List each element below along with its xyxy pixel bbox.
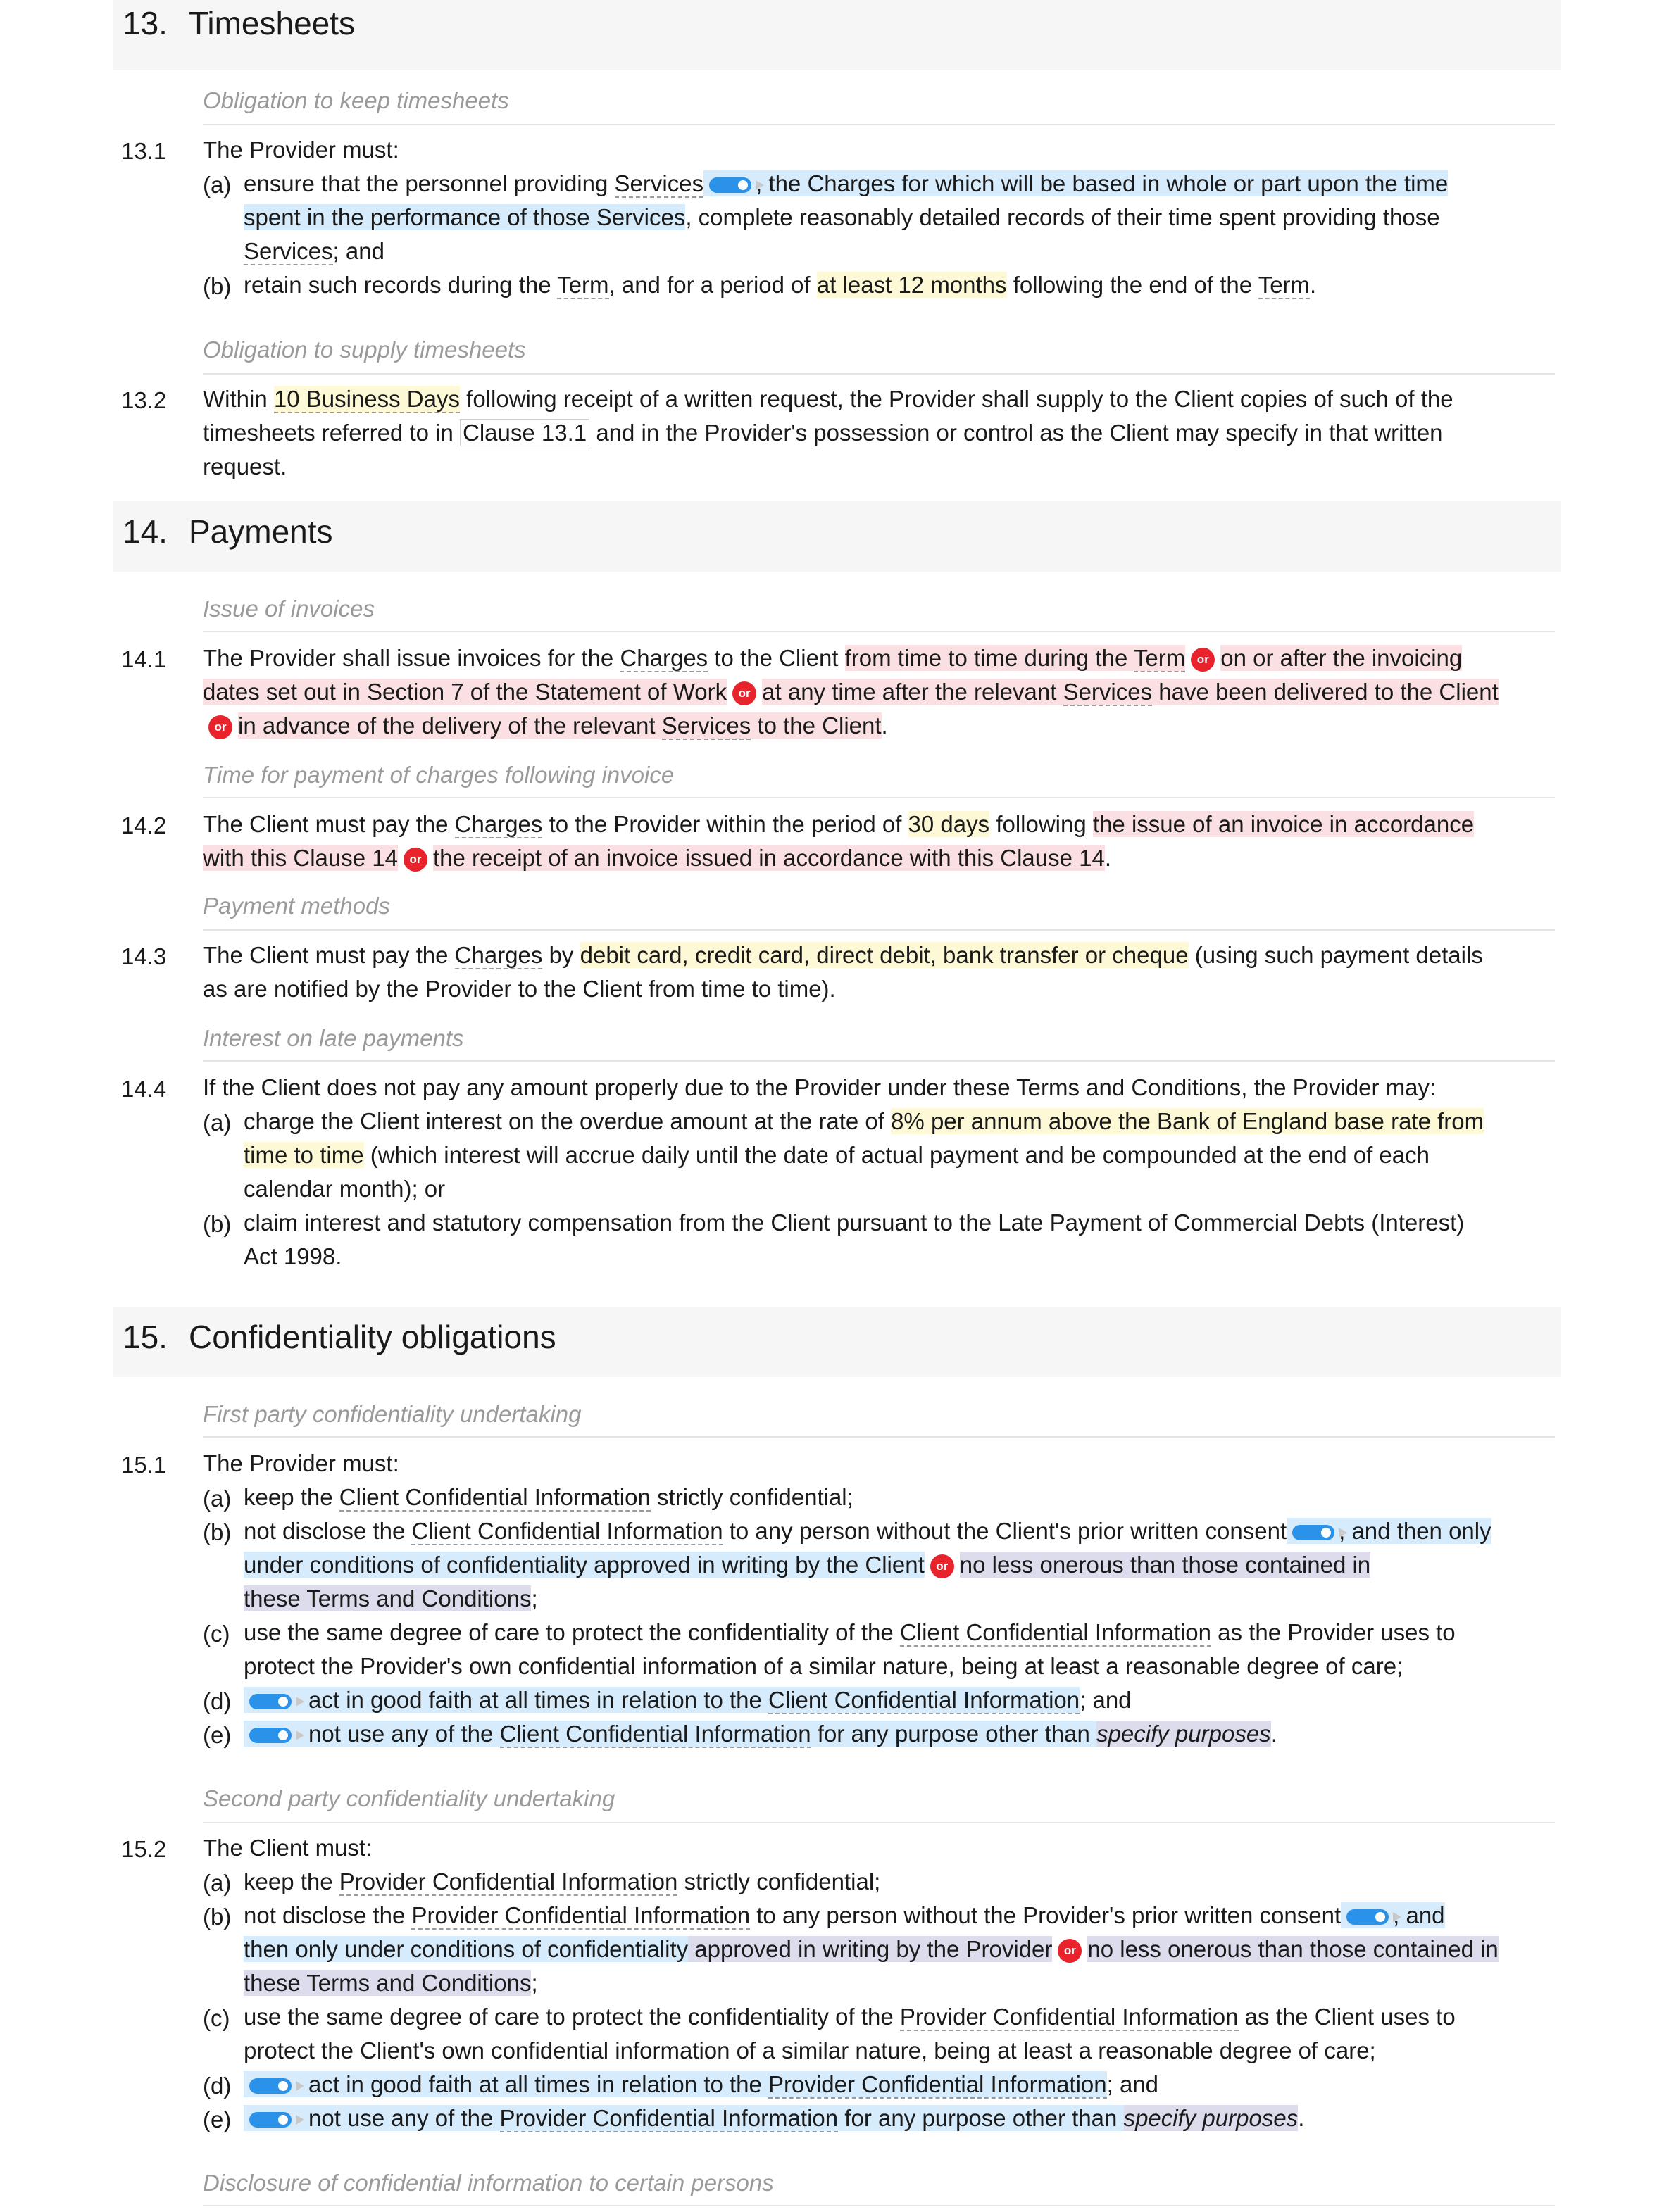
text: , complete reasonably detailed records of their time spent providing those (685, 204, 1440, 230)
item-label-c: (c) (203, 2005, 230, 2031)
clause-14-1-line-1 (203, 641, 1462, 675)
section-13-number: 13. (123, 5, 168, 42)
variable-text[interactable]: debit card, credit card, direct debit, bank transfer or cheque (580, 942, 1189, 968)
clause-15-1-intro: The Provider must: (203, 1450, 399, 1476)
clause-number-13-2: 13.2 (121, 387, 167, 413)
text: ensure that the personnel providing (244, 170, 608, 196)
text: ; (531, 1970, 538, 1996)
clause-number-13-1: 13.1 (121, 138, 167, 164)
text: timesheets referred to in (203, 420, 454, 446)
clause-14-1-line-2 (203, 675, 1499, 709)
text: ; and (332, 238, 384, 264)
optional-text[interactable]: not use any of the (308, 2105, 494, 2131)
divider (203, 373, 1555, 375)
text: strictly confidential; (684, 1868, 881, 1894)
text: use the same degree of care to protect the confidentiality of the (244, 1619, 894, 1645)
clause-13-1-b-line-1 (244, 268, 1316, 302)
clause-14-4-a-line-3: calendar month); or (244, 1176, 446, 1202)
clause-15-2-c-line-1 (244, 2000, 1456, 2034)
or-badge[interactable]: or (404, 848, 427, 872)
subheading-issue-of-invoices: Issue of invoices (203, 596, 375, 622)
defined-term-client-confidential-information[interactable]: Client Confidential Information (411, 1518, 723, 1544)
divider (203, 1822, 1555, 1823)
text: use the same degree of care to protect the confidentiality of the (244, 2004, 894, 2030)
text: as the Client uses to (1244, 2004, 1456, 2030)
optional-text[interactable]: act in good faith at all times in relation to the (308, 1687, 762, 1713)
section-14-title: Payments (189, 513, 333, 550)
clause-14-3-line-1 (203, 938, 1483, 972)
defined-term-services[interactable]: Services (1063, 679, 1153, 705)
toggle-switch-icon[interactable] (1346, 1909, 1389, 1925)
clause-15-1-e-line-1 (244, 1717, 1277, 1751)
clause-15-2-c-line-2: protect the Client's own confidential information of a similar nature, being at least a reasonable degree of care; (244, 2037, 1376, 2063)
clause-15-1-b-line-2 (244, 1548, 1370, 1582)
defined-term-client-confidential-information[interactable]: Client Confidential Information (339, 1484, 651, 1510)
optional-text[interactable]: act in good faith at all times in relation to the (308, 2071, 762, 2097)
text: to the Client (714, 645, 839, 671)
text: ; (531, 1585, 538, 1611)
variable-text[interactable]: at least 12 months (816, 272, 1007, 298)
text: retain such records during the (244, 272, 551, 298)
defined-term-provider-confidential-information[interactable]: Provider Confidential Information (411, 1902, 751, 1928)
text: . (881, 712, 888, 739)
text: and in the Provider's possession or control as the Client may specify in that written (596, 420, 1443, 446)
clause-15-1-c-line-1 (244, 1616, 1456, 1649)
defined-term-charges[interactable]: Charges (620, 645, 708, 671)
variable-text[interactable]: 8% per annum above the Bank of England base rate from (891, 1108, 1484, 1134)
or-badge[interactable]: or (1058, 1939, 1082, 1963)
alternative-option[interactable]: these Terms and Conditions (244, 1585, 532, 1611)
subheading-interest-late-payments: Interest on late payments (203, 1025, 464, 1051)
text: strictly confidential; (657, 1484, 853, 1510)
toggle-switch-icon[interactable] (249, 2078, 292, 2094)
clause-number-15-1: 15.1 (121, 1452, 167, 1478)
clause-14-3-line-2: as are notified by the Provider to the Client from time to time). (203, 976, 836, 1002)
alternative-option[interactable]: the issue of an invoice in accordance (1092, 811, 1475, 837)
item-label-e: (e) (203, 1722, 232, 1748)
clause-13-2-line-3: request. (203, 453, 287, 479)
optional-text[interactable]: then only under conditions of confidentiality (244, 1936, 689, 1962)
optional-text[interactable]: , and (1393, 1902, 1445, 1928)
subheading-second-party: Second party confidentiality undertaking (203, 1785, 615, 1811)
text: . (1298, 2105, 1305, 2131)
text: to the Provider within the period of (549, 811, 902, 837)
defined-term-term[interactable]: Term (557, 272, 609, 298)
subheading-first-party: First party confidentiality undertaking (203, 1401, 582, 1427)
text: following (996, 811, 1087, 837)
or-badge[interactable]: or (732, 681, 756, 705)
or-badge[interactable]: or (208, 715, 232, 739)
clause-15-1-c-line-2: protect the Provider's own confidential information of a similar nature, being at least a reasonable degree of care; (244, 1653, 1403, 1679)
divider (203, 124, 1555, 125)
text: . (1104, 845, 1112, 871)
text: . (1270, 1721, 1277, 1747)
text: by (549, 942, 574, 968)
defined-term-charges[interactable]: Charges (454, 811, 543, 837)
clause-14-4-intro: If the Client does not pay any amount properly due to the Provider under these Terms and Conditions, the Provider may: (203, 1074, 1437, 1100)
clause-15-2-b-line-1 (244, 1899, 1445, 1933)
alternative-option[interactable]: in advance of the delivery of the relevant (238, 712, 656, 739)
clause-number-14-2: 14.2 (121, 812, 167, 838)
text: ; and (1080, 1687, 1132, 1713)
variable-text[interactable]: time to time (244, 1142, 364, 1168)
text: , and for a period of (608, 272, 811, 298)
clause-number-14-4: 14.4 (121, 1076, 167, 1102)
clause-13-2-line-2 (203, 416, 1443, 450)
clause-15-2-a-line-1 (244, 1865, 880, 1899)
text: The Client must pay the (203, 942, 449, 968)
subheading-time-for-payment: Time for payment of charges following invoice (203, 762, 675, 788)
item-label-b: (b) (203, 1519, 232, 1545)
text: (using such payment details (1194, 942, 1483, 968)
toggle-switch-icon[interactable] (249, 1694, 292, 1709)
clause-15-1-b-line-3 (244, 1582, 538, 1616)
defined-term-client-confidential-information[interactable]: Client Confidential Information (499, 1721, 811, 1747)
text: Within (203, 386, 268, 412)
text: . (1310, 272, 1317, 298)
defined-term-provider-confidential-information[interactable]: Provider Confidential Information (768, 2071, 1107, 2097)
text: (which interest will accrue daily until the date of actual payment and be compounded at the end of each (370, 1142, 1430, 1168)
alternative-option[interactable]: with this Clause 14 (203, 845, 398, 871)
clause-number-15-2: 15.2 (121, 1836, 167, 1862)
defined-term-provider-confidential-information[interactable]: Provider Confidential Information (899, 2004, 1239, 2030)
clause-14-4-a-line-1 (244, 1105, 1484, 1138)
divider (203, 929, 1555, 931)
defined-term-term[interactable]: Term (1133, 645, 1186, 671)
or-badge[interactable]: or (930, 1554, 954, 1578)
clause-15-1-d-line-1 (244, 1683, 1132, 1717)
item-label-b: (b) (203, 1211, 232, 1237)
text: following the end of the (1013, 272, 1253, 298)
optional-text[interactable]: , and then only (1339, 1518, 1491, 1544)
optional-text[interactable]: under conditions of confidentiality (244, 1552, 587, 1578)
alternative-option[interactable]: have been delivered to the Client (1158, 679, 1499, 705)
clause-14-2-line-2 (203, 841, 1111, 875)
defined-term-charges[interactable]: Charges (454, 942, 543, 968)
item-label-b: (b) (203, 273, 232, 299)
clause-15-2-b-line-2 (244, 1933, 1499, 1966)
text: The Client must pay the (203, 811, 449, 837)
alternative-option[interactable]: approved in writing by the Provider (694, 1936, 1053, 1962)
alternative-option[interactable]: approved in writing by the Client (594, 1552, 925, 1578)
defined-term-provider-confidential-information[interactable]: Provider Confidential Information (499, 2105, 839, 2131)
divider (203, 2205, 1555, 2206)
item-label-a: (a) (203, 1485, 232, 1512)
or-badge[interactable]: or (1191, 648, 1215, 672)
item-label-a: (a) (203, 1870, 232, 1896)
text: to any person without the Client's prior written consent (729, 1518, 1287, 1544)
clause-14-1-line-3 (203, 709, 888, 743)
text: not disclose the (244, 1902, 406, 1928)
defined-term-services[interactable]: Services (244, 238, 333, 264)
alternative-option[interactable]: no less onerous than those contained in (1087, 1936, 1499, 1962)
item-label-e: (e) (203, 2106, 232, 2132)
text: not disclose the (244, 1518, 406, 1544)
cross-reference[interactable]: Clause 13.1 (460, 419, 589, 446)
text: as the Provider uses to (1218, 1619, 1456, 1645)
section-14-number: 14. (123, 513, 168, 550)
clause-15-2-e-line-1 (244, 2101, 1304, 2135)
clause-13-2-line-1 (203, 382, 1453, 416)
placeholder-text[interactable]: specify purposes (1096, 1721, 1271, 1747)
alternative-option[interactable]: these Terms and Conditions (244, 1970, 532, 1996)
optional-text[interactable]: not use any of the (308, 1721, 494, 1747)
toggle-switch-icon[interactable] (249, 2112, 292, 2128)
subheading-keep-timesheets: Obligation to keep timesheets (203, 87, 509, 113)
optional-text[interactable]: for any purpose other than (817, 1721, 1090, 1747)
alternative-option[interactable]: on or after the invoicing (1220, 645, 1463, 671)
alternative-option[interactable]: at any time after the relevant (762, 679, 1057, 705)
defined-term-services[interactable]: Services (614, 170, 704, 196)
divider (203, 1060, 1555, 1062)
item-label-a: (a) (203, 1110, 232, 1136)
defined-term-client-confidential-information[interactable]: Client Confidential Information (768, 1687, 1080, 1713)
divider (203, 631, 1555, 632)
text: ; and (1106, 2071, 1159, 2097)
clause-number-14-3: 14.3 (121, 943, 167, 969)
text: The Provider shall issue invoices for the (203, 645, 614, 671)
alternative-option[interactable]: to the Client (757, 712, 882, 739)
toggle-switch-icon[interactable] (1292, 1525, 1334, 1540)
text: following receipt of a written request, the Provider shall supply to the Client copies of such of the (466, 386, 1453, 412)
clause-14-2-line-1 (203, 807, 1474, 841)
section-15-number: 15. (123, 1319, 168, 1355)
text: charge the Client interest on the overdue amount at the rate of (244, 1108, 884, 1134)
item-label-d: (d) (203, 1688, 232, 1714)
item-label-d: (d) (203, 2073, 232, 2099)
section-15-title: Confidentiality obligations (189, 1319, 556, 1355)
subheading-disclosure: Disclosure of confidential information to certain persons (203, 2170, 774, 2196)
defined-term-term[interactable]: Term (1258, 272, 1311, 298)
item-label-c: (c) (203, 1621, 230, 1647)
item-label-a: (a) (203, 172, 232, 198)
defined-term-services[interactable]: Services (661, 712, 751, 739)
clause-15-2-d-line-1 (244, 2068, 1158, 2101)
clause-14-4-a-line-2 (244, 1138, 1430, 1172)
optional-text[interactable]: spent in the performance of those Services (244, 204, 686, 230)
subheading-supply-timesheets: Obligation to supply timesheets (203, 337, 526, 363)
alternative-option[interactable]: dates set out in Section 7 of the Statement of Work (203, 679, 727, 705)
alternative-option[interactable]: no less onerous than those contained in (959, 1552, 1371, 1578)
clause-13-1-a-line-3 (244, 234, 384, 268)
variable-text[interactable]: 10 Business Days (273, 386, 460, 412)
clause-15-1-b-line-1 (244, 1514, 1491, 1548)
defined-term-provider-confidential-information[interactable]: Provider Confidential Information (339, 1868, 678, 1894)
variable-text[interactable]: 30 days (908, 811, 990, 837)
clause-15-2-intro: The Client must: (203, 1835, 373, 1861)
text: keep the (244, 1868, 333, 1894)
text: to any person without the Provider's prior written consent (756, 1902, 1342, 1928)
clause-14-4-b-line-2: Act 1998. (244, 1243, 342, 1269)
subheading-payment-methods: Payment methods (203, 893, 390, 919)
text: keep the (244, 1484, 333, 1510)
item-label-b: (b) (203, 1904, 232, 1930)
clause-13-1-a-line-2 (244, 201, 1440, 234)
clause-15-2-b-line-3 (244, 1966, 538, 2000)
alternative-option[interactable]: from time to time during the (844, 645, 1128, 671)
toggle-switch-icon[interactable] (709, 177, 751, 193)
alternative-option[interactable]: the receipt of an invoice issued in accordance with this Clause 14 (432, 845, 1105, 871)
optional-text[interactable]: , the Charges for which will be based in whole or part upon the time (756, 170, 1449, 196)
clause-13-1-a-line-1 (244, 167, 1448, 201)
defined-term-client-confidential-information[interactable]: Client Confidential Information (899, 1619, 1211, 1645)
section-13-title: Timesheets (189, 5, 356, 42)
clause-number-14-1: 14.1 (121, 646, 167, 672)
clause-15-1-a-line-1 (244, 1481, 853, 1514)
optional-text[interactable]: for any purpose other than (844, 2105, 1118, 2131)
clause-13-1-intro: The Provider must: (203, 137, 399, 163)
clause-14-4-b-line-1: claim interest and statutory compensation from the Client pursuant to the Late Payment of Commercial Debts (Interest) (244, 1209, 1465, 1236)
placeholder-text[interactable]: specify purposes (1123, 2105, 1299, 2131)
divider (203, 1436, 1555, 1438)
toggle-switch-icon[interactable] (249, 1728, 292, 1743)
divider (203, 797, 1555, 798)
